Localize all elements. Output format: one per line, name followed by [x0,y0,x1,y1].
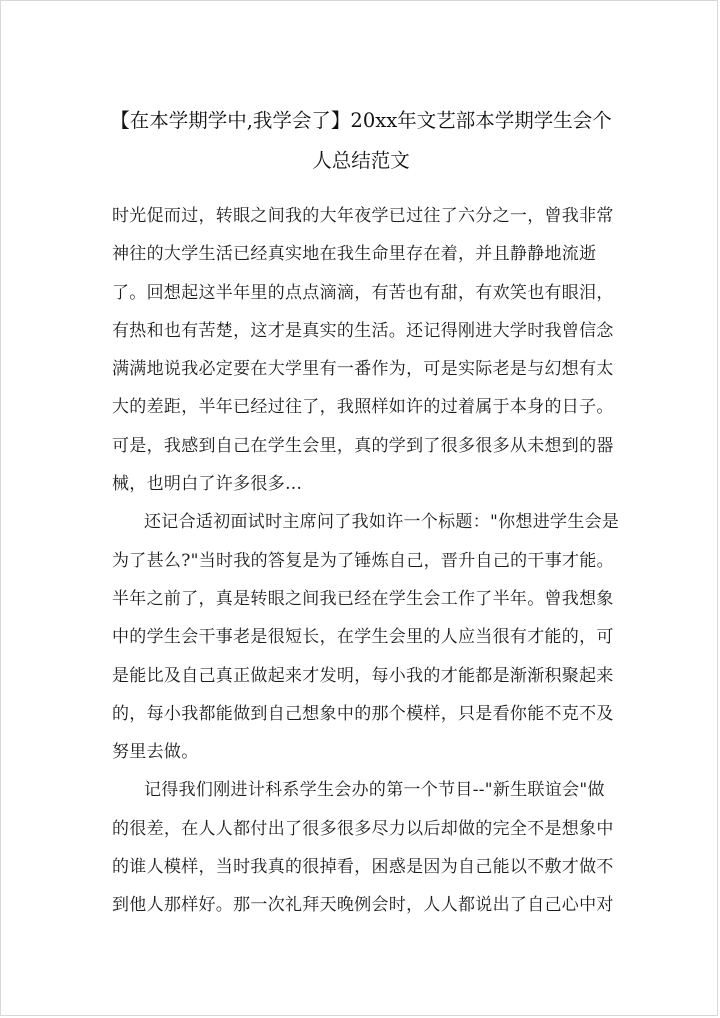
text-line: 的谁人模样，当时我真的很掉看，困惑是因为自己能以不敷才做不 [112,857,614,878]
paragraph-2 [112,503,620,771]
text-line: 是能比及自己真正做起来才发明，每小我的才能都是渐渐积聚起来 [112,665,614,686]
text-line: 为了甚么?"当时我的答复是为了锤炼自己，晋升自己的干事才能。 [112,550,614,571]
text-line: 中的学生会干事老是很短长，在学生会里的人应当很有才能的，可 [112,627,614,648]
text-line: 大的差距，半年已经过往了，我照样如许的过着属于本身的日子。 [112,397,614,418]
text-line: 神往的大学生活已经真实地在我生命里存在着，并且静静地流逝 [112,244,597,265]
text-line: 记得我们刚进计科系学生会办的第一个节目--"新生联谊会"做 [144,780,605,801]
text-line: 械，也明白了许多很多… [112,474,303,495]
text-line: 还记合适初面试时主席问了我如许一个标题："你想进学生会是 [144,512,620,533]
paragraph-3 [112,771,612,924]
title-line-1: 【在本学期学中,我学会了】20xx年文艺部本学期学生会个 [110,109,612,132]
text-line: 到他人那样好。那一次礼拜天晚例会时，人人都说出了自己心中对 [112,895,614,916]
text-line: 半年之前了，真是转眼之间我已经在学生会工作了半年。曾我想象 [112,588,614,609]
text-line: 的很差，在人人都付出了很多很多尽力以后却做的完全不是想象中 [112,818,614,839]
document-title [61,101,661,181]
title-line-2: 人总结范文 [312,149,410,172]
text-line: 有热和也有苦楚，这才是真实的生活。还记得刚进大学时我曾信念 [112,320,614,341]
paragraph-1 [112,197,612,503]
document-body [112,197,620,925]
text-line: 时光促而过，转眼之间我的大年夜学已过往了六分之一，曾我非常 [112,206,614,226]
text-line: 的，每小我都能做到自己想象中的那个模样，只是看你能不克不及 [112,703,614,724]
text-line: 努里去做。 [112,742,199,763]
text-line: 满满地说我必定要在大学里有一番作为，可是实际老是与幻想有太 [112,359,614,380]
text-line: 了。回想起这半年里的点点滴滴，有苦也有甜，有欢笑也有眼泪， [112,282,614,303]
text-line: 可是，我感到自己在学生会里，真的学到了很多很多从未想到的器 [112,435,614,456]
